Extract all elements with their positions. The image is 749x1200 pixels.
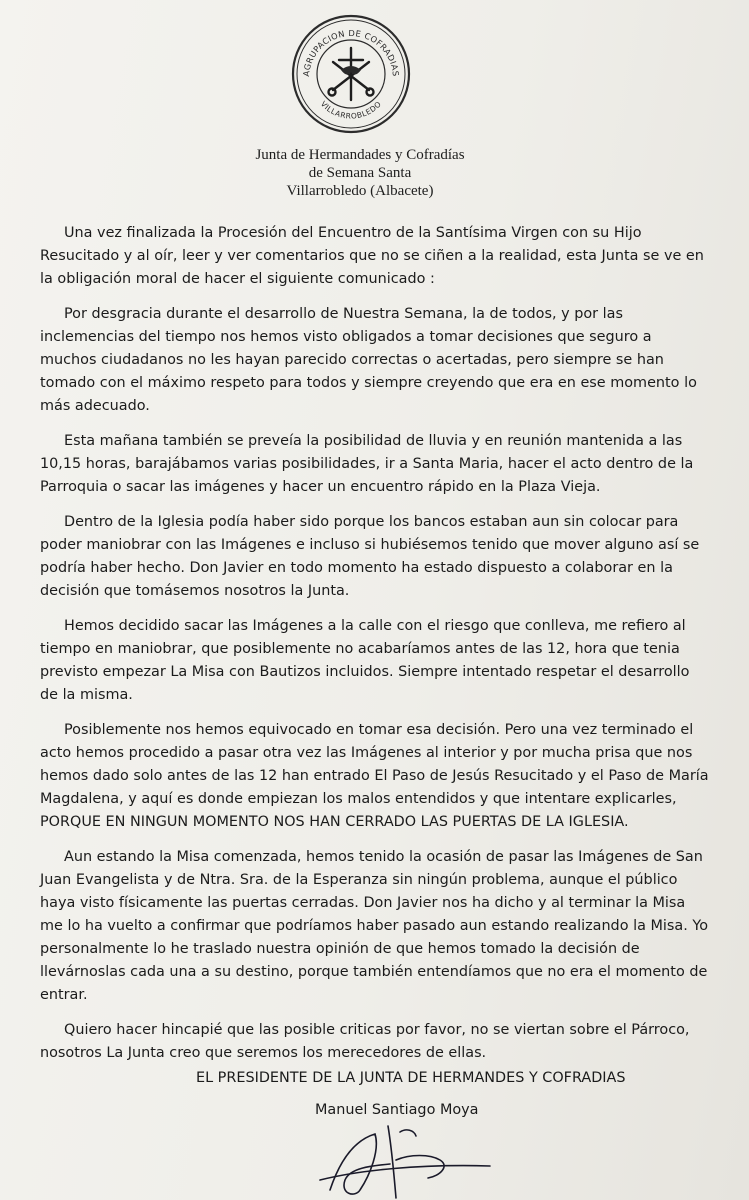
cofradias-seal-stamp [289,12,413,136]
svg-text:VILLARROBLEDO: VILLARROBLEDO [318,99,384,121]
handwritten-signature [300,1120,500,1200]
paragraph-intro: Una vez finalizada la Procesión del Encuentro de la Santísima Virgen con su Hijo Resucitado y al oír, leer y ver comentarios que no se ciñen a la realidad, esta Junta se ve en la obligación moral de hacer el siguiente comunicado : [40,225,704,287]
paragraph-lluvia: Esta mañana también se preveía la posibilidad de lluvia y en reunión mantenida a las 10,15 horas, barajábamos varias posibilidades, ir a Santa Maria, hacer el acto dentro de la Parroquia o sacar las imágenes y hacer un encuentro rápido en la Plaza Vieja. [40,433,694,495]
letterhead-line-1: Junta de Hermandades y Cofradías [255,147,465,163]
paragraph-inclemencias: Por desgracia durante el desarrollo de Nuestra Semana, la de todos, y por las inclemencias del tiempo nos hemos visto obligados a tomar decisiones que seguro a muchos ciudadanos no les hayan parecido correctas o acertadas, pero siempre se han tomado con el máximo respeto para todos y siempre creyendo que era en ese momento lo más adecuado. [40,306,697,414]
letterhead-line-2: de Semana Santa [308,165,412,181]
paragraph-emphasis-puertas: PORQUE EN NINGUN MOMENTO NOS HAN CERRADO LAS PUERTAS DE LA IGLESIA. [40,814,629,830]
letterhead [180,146,540,200]
svg-text:AGRUPACION DE COFRADIAS: AGRUPACION DE COFRADIAS [300,27,402,77]
paragraph-misa-comenzada: Aun estando la Misa comenzada, hemos tenido la ocasión de pasar las Imágenes de San Juan Evangelista y de Ntra. Sra. de la Esperanza sin ningún problema, aunque el público haya visto físicamente las puertas cerradas. Don Javier nos ha dicho y al terminar la Misa me lo ha vuelto a confirmar que podríamos haber pasado aun estando realizando la Misa. Yo personalmente lo he traslado nuestra opinión de que hemos tomado la decisión de llevárnoslas cada una a su destino, porque también entendíamos que no era el momento de entrar. [40,849,709,1003]
paragraph-equivocado: Posiblemente nos hemos equivocado en tomar esa decisión. Pero una vez terminado el acto hemos procedido a pasar otra vez las Imágenes al interior y por mucha prisa que nos hemos dado solo antes de las 12 han entrado El Paso de Jesús Resucitado y el Paso de María Magdalena, y aquí es donde empiezan los malos entendidos y que intentare explicarles, [40,722,709,807]
paragraph-iglesia: Dentro de la Iglesia podía haber sido porque los bancos estaban aun sin colocar para poder maniobrar con las Imágenes e incluso si hubiésemos tenido que mover alguno así se podría haber hecho. Don Javier en todo momento ha estado dispuesto a colaborar en la decisión que tomásemos nosotros la Junta. [40,514,700,599]
letter-body [40,222,712,1077]
seal-graphic [289,12,413,136]
paragraph-sacar-imagenes: Hemos decidido sacar las Imágenes a la calle con el riesgo que conlleva, me refiero al tiempo en maniobrar, que posiblemente no acabaríamos antes de las 12, hora que tenia previsto empezar La Misa con Bautizos incluidos. Siempre intentado respetar el desarrollo de la misma. [40,618,690,703]
paragraph-criticas: Quiero hacer hincapié que las posible criticas por favor, no se viertan sobre el Párroco, nosotros La Junta creo que seremos los merecedores de ellas. [40,1022,690,1061]
signature-scribble [300,1120,500,1200]
signer-name: Manuel Santiago Moya [315,1102,479,1118]
letterhead-line-3: Villarrobledo (Albacete) [286,183,434,199]
closing-title: EL PRESIDENTE DE LA JUNTA DE HERMANDES Y COFRADIAS [196,1070,626,1086]
